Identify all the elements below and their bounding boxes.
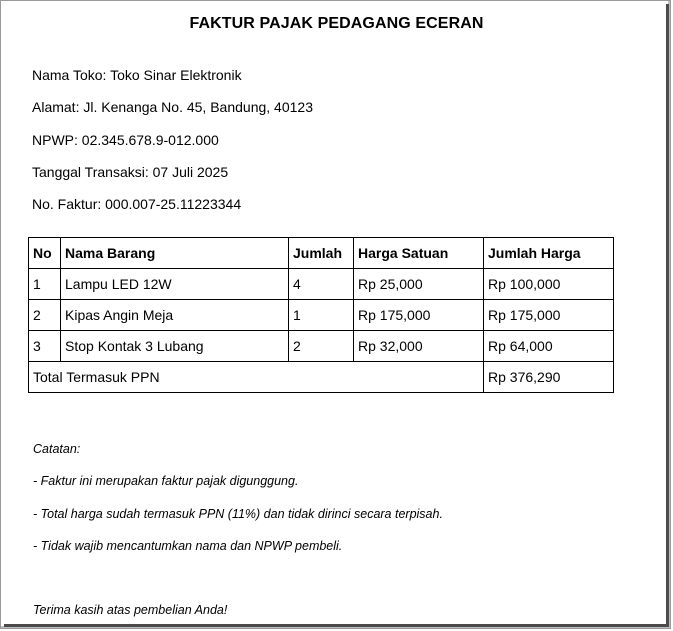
row-item-name: Lampu LED 12W xyxy=(61,269,289,300)
row-item-name: Kipas Angin Meja xyxy=(61,300,289,331)
row-total-price: Rp 100,000 xyxy=(484,269,614,300)
row-unit-price: Rp 175,000 xyxy=(354,300,484,331)
row-item-name: Stop Kontak 3 Lubang xyxy=(61,331,289,362)
closing-message: Terima kasih atas pembelian Anda! xyxy=(33,603,228,617)
note-item: - Faktur ini merupakan faktur pajak digunggung. xyxy=(33,474,299,488)
row-quantity: 1 xyxy=(289,300,354,331)
row-total-price: Rp 64,000 xyxy=(484,331,614,362)
header-quantity: Jumlah xyxy=(289,238,354,269)
items-table xyxy=(28,237,614,393)
notes-heading: Catatan: xyxy=(33,442,81,456)
total-value: Rp 376,290 xyxy=(484,362,614,393)
row-no: 3 xyxy=(29,331,61,362)
total-row xyxy=(29,362,614,393)
header-total-price: Jumlah Harga xyxy=(484,238,614,269)
store-address: Alamat: Jl. Kenanga No. 45, Bandung, 40123 xyxy=(32,99,313,115)
table-row xyxy=(29,300,614,331)
table-row xyxy=(29,331,614,362)
row-no: 2 xyxy=(29,300,61,331)
row-no: 1 xyxy=(29,269,61,300)
store-npwp: NPWP: 02.345.678.9-012.000 xyxy=(32,132,219,148)
row-unit-price: Rp 32,000 xyxy=(354,331,484,362)
store-name: Nama Toko: Toko Sinar Elektronik xyxy=(32,67,242,83)
header-unit-price: Harga Satuan xyxy=(354,238,484,269)
note-item: - Total harga sudah termasuk PPN (11%) dan tidak dirinci secara terpisah. xyxy=(33,507,443,521)
table-header-row xyxy=(29,238,614,269)
table-row xyxy=(29,269,614,300)
total-label: Total Termasuk PPN xyxy=(29,362,484,393)
row-unit-price: Rp 25,000 xyxy=(354,269,484,300)
transaction-date: Tanggal Transaksi: 07 Juli 2025 xyxy=(32,164,229,180)
header-no: No xyxy=(29,238,61,269)
note-item: - Tidak wajib mencantumkan nama dan NPWP pembeli. xyxy=(33,539,343,553)
row-quantity: 2 xyxy=(289,331,354,362)
document-title: FAKTUR PAJAK PEDAGANG ECERAN xyxy=(189,15,484,32)
header-item-name: Nama Barang xyxy=(61,238,289,269)
invoice-number: No. Faktur: 000.007-25.11223344 xyxy=(32,196,242,212)
row-quantity: 4 xyxy=(289,269,354,300)
row-total-price: Rp 175,000 xyxy=(484,300,614,331)
